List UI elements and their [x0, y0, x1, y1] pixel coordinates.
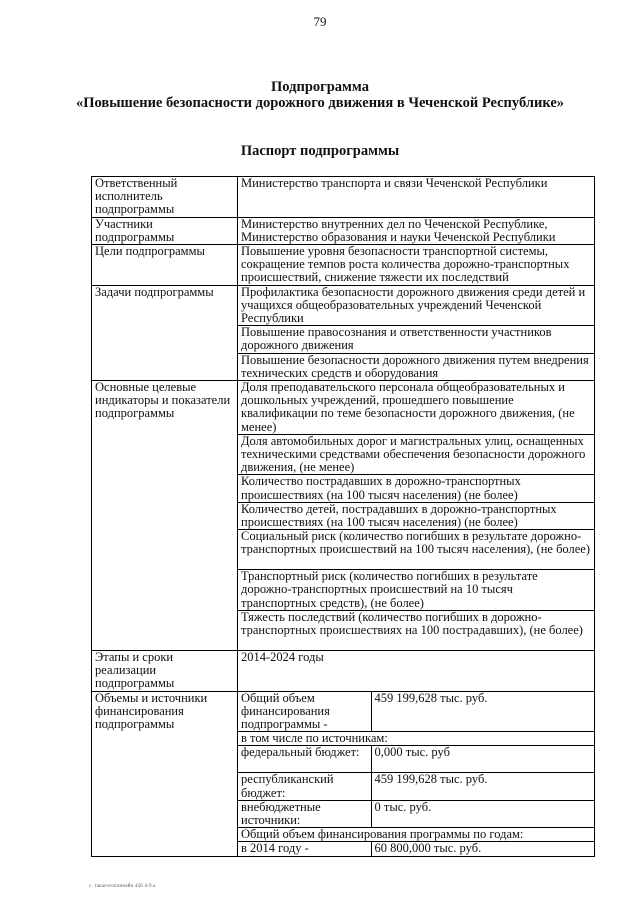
- financing-total-label: Общий объем финансирования подпрограммы -: [238, 692, 371, 732]
- financing-year-value: 60 800,000 тыс. руб.: [371, 842, 594, 856]
- subprogram-name: «Повышение безопасности дорожного движения в Чеченской Республике»: [75, 95, 565, 111]
- financing-source-name: внебюджетные источники:: [238, 800, 371, 827]
- row-label: Этапы и сроки реализации подпрограммы: [92, 650, 238, 691]
- financing-total-value: 459 199,628 тыс. руб.: [371, 692, 594, 732]
- row-value: Министерство транспорта и связи Чеченской Республики: [238, 177, 595, 218]
- financing-year-name: в 2014 году -: [238, 842, 371, 856]
- row-value: Социальный риск (количество погибших в результате дорожно-транспортных происшествий на 100 тысяч населения), (не более): [238, 530, 595, 570]
- financing-year-row: [238, 842, 594, 856]
- row-label: Объемы и источники финансирования подпрограммы: [92, 691, 238, 856]
- row-value: Количество детей, пострадавших в дорожно-транспортных происшествиях (на 100 тысяч населения) (не более): [238, 502, 595, 529]
- financing-sources-header-row: [238, 732, 594, 746]
- financing-source-name: республиканский бюджет:: [238, 773, 371, 800]
- financing-by-year-header-row: [238, 828, 594, 842]
- table-row: [92, 285, 595, 326]
- row-value: Повышение безопасности дорожного движения путем внедрения технических средств и оборудования: [238, 353, 595, 380]
- financing-table: [238, 692, 594, 856]
- row-value: Министерство внутренних дел по Чеченской Республике, Министерство образования и науки Чеченской Республики: [238, 217, 595, 244]
- row-label: Основные целевые индикаторы и показатели подпрограммы: [92, 381, 238, 651]
- financing-source-row: [238, 746, 594, 773]
- table-row: [92, 217, 595, 244]
- table-row: [92, 245, 595, 286]
- financing-cell: [238, 691, 595, 856]
- financing-source-row: [238, 773, 594, 800]
- financing-source-name: федеральный бюджет:: [238, 746, 371, 773]
- financing-sources-header: в том числе по источникам:: [238, 732, 594, 746]
- row-value: Профилактика безопасности дорожного движения среди детей и учащихся общеобразовательных учреждений Чеченской Республики: [238, 285, 595, 326]
- row-value: Количество пострадавших в дорожно-транспортных происшествиях (на 100 тысяч населения) (не более): [238, 475, 595, 502]
- financing-source-row: [238, 800, 594, 827]
- footer-print-mark: с. такаготоплинайн 456 4-9.а: [89, 884, 156, 889]
- table-row: [92, 177, 595, 218]
- row-value: Тяжесть последствий (количество погибших в дорожно-транспортных происшествиях на 100 пострадавших), (не более): [238, 610, 595, 650]
- row-value: 2014-2024 годы: [238, 650, 595, 691]
- row-label: Цели подпрограммы: [92, 245, 238, 286]
- table-row: [92, 381, 595, 435]
- financing-source-value: 0,000 тыс. руб: [371, 746, 594, 773]
- row-label: Задачи подпрограммы: [92, 285, 238, 380]
- row-value: Повышение правосознания и ответственности участников дорожного движения: [238, 326, 595, 353]
- subprogram-title: Подпрограмма: [271, 79, 369, 95]
- row-value: Доля автомобильных дорог и магистральных улиц, оснащенных техническими средствами обеспечения безопасности дорожного движения, (не менее): [238, 434, 595, 475]
- row-value: Доля преподавательского персонала общеобразовательных и дошкольных учреждений, прошедшего повышение квалификации по теме безопасности дорожного движения, (не менее): [238, 381, 595, 435]
- financing-total-row: [238, 692, 594, 732]
- row-label: Участники подпрограммы: [92, 217, 238, 244]
- passport-title: Паспорт подпрограммы: [240, 143, 400, 159]
- financing-by-year-header: Общий объем финансирования программы по годам:: [238, 828, 594, 842]
- financing-source-value: 0 тыс. руб.: [371, 800, 594, 827]
- table-row: [92, 691, 595, 856]
- financing-source-value: 459 199,628 тыс. руб.: [371, 773, 594, 800]
- row-value: Транспортный риск (количество погибших в результате дорожно-транспортных происшествий на 10 тысяч транспортных средств), (не более): [238, 570, 595, 611]
- row-value: Повышение уровня безопасности транспортной системы, сокращение темпов роста количества дорожно-транспортных происшествий, снижение тяжести их последствий: [238, 245, 595, 286]
- page-number: 79: [313, 14, 327, 29]
- table-row: [92, 650, 595, 691]
- passport-table: [91, 176, 595, 857]
- row-label: Ответственный исполнитель подпрограммы: [92, 177, 238, 218]
